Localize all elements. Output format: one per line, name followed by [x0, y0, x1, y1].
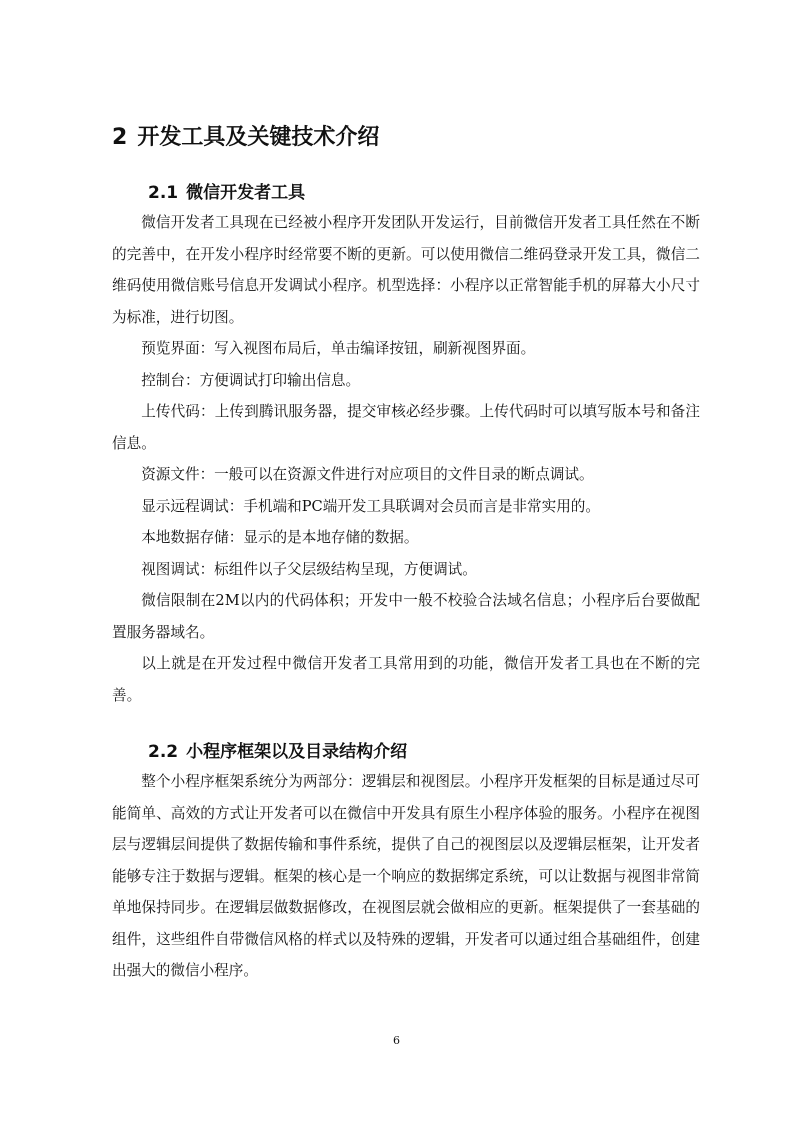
paragraph: 微信开发者工具现在已经被小程序开发团队开发运行，目前微信开发者工具任然在不断的完善中，在开发小程序时经常要不断的更新。可以使用微信二维码登录开发工具，微信二维码使用微信账号信息开发调试小程序。机型选择：小程序以正常智能手机的屏幕大小尺寸为标准，进行切图。 — [112, 214, 700, 326]
paragraph: 显示远程调试：手机端和PC端开发工具联调对会员而言是非常实用的。 — [141, 497, 600, 515]
paragraph: 视图调试：标组件以子父层级结构呈现，方便调试。 — [141, 560, 477, 578]
paragraph: 控制台：方便调试打印输出信息。 — [141, 371, 361, 389]
paragraph: 整个小程序框架系统分为两部分：逻辑层和视图层。小程序开发框架的目标是通过尽可能简单、高效的方式让开发者可以在微信中开发具有原生小程序体验的服务。小程序在视图层与逻辑层间提供了数据传输和事件系统，提供了自己的视图层以及逻辑层框架，让开发者能够专注于数据与逻辑。框架的核心是一个响应的数据绑定系统，可以让数据与视图非常简单地保持同步。在逻辑层做数据修改，在视图层就会做相应的更新。框架提供了一套基础的组件，这些组件自带微信风格的样式以及特殊的逻辑，开发者可以通过组合基础组件，创建出强大的微信小程序。 — [112, 773, 700, 979]
section-number: 2.1 — [148, 183, 179, 203]
section-title: 小程序框架以及目录结构介绍 — [186, 742, 408, 762]
page-number: 6 — [393, 1034, 400, 1047]
section-2-2-body — [112, 766, 700, 987]
section-heading-2-1 — [148, 178, 688, 208]
section-number: 2.2 — [148, 742, 179, 762]
paragraph: 上传代码：上传到腾讯服务器，提交审核必经步骤。上传代码时可以填写版本号和备注信息。 — [112, 403, 700, 452]
chapter-number: 2 — [112, 125, 128, 150]
section-title: 微信开发者工具 — [186, 183, 306, 203]
paragraph: 微信限制在2M以内的代码体积；开发中一般不校验合法域名信息；小程序后台要做配置服务器域名。 — [112, 592, 700, 641]
chapter-title: 开发工具及关键技术介绍 — [137, 125, 380, 150]
section-2-1-body — [112, 207, 700, 711]
paragraph: 预览界面：写入视图布局后，单击编译按钮，刷新视图界面。 — [141, 340, 536, 357]
paragraph: 资源文件：一般可以在资源文件进行对应项目的文件目录的断点调试。 — [141, 466, 594, 483]
chapter-heading — [112, 121, 692, 155]
section-heading-2-2 — [148, 737, 688, 767]
paragraph: 以上就是在开发过程中微信开发者工具常用到的功能，微信开发者工具也在不断的完善。 — [112, 655, 700, 704]
paragraph: 本地数据存储：显示的是本地存储的数据。 — [141, 529, 419, 546]
